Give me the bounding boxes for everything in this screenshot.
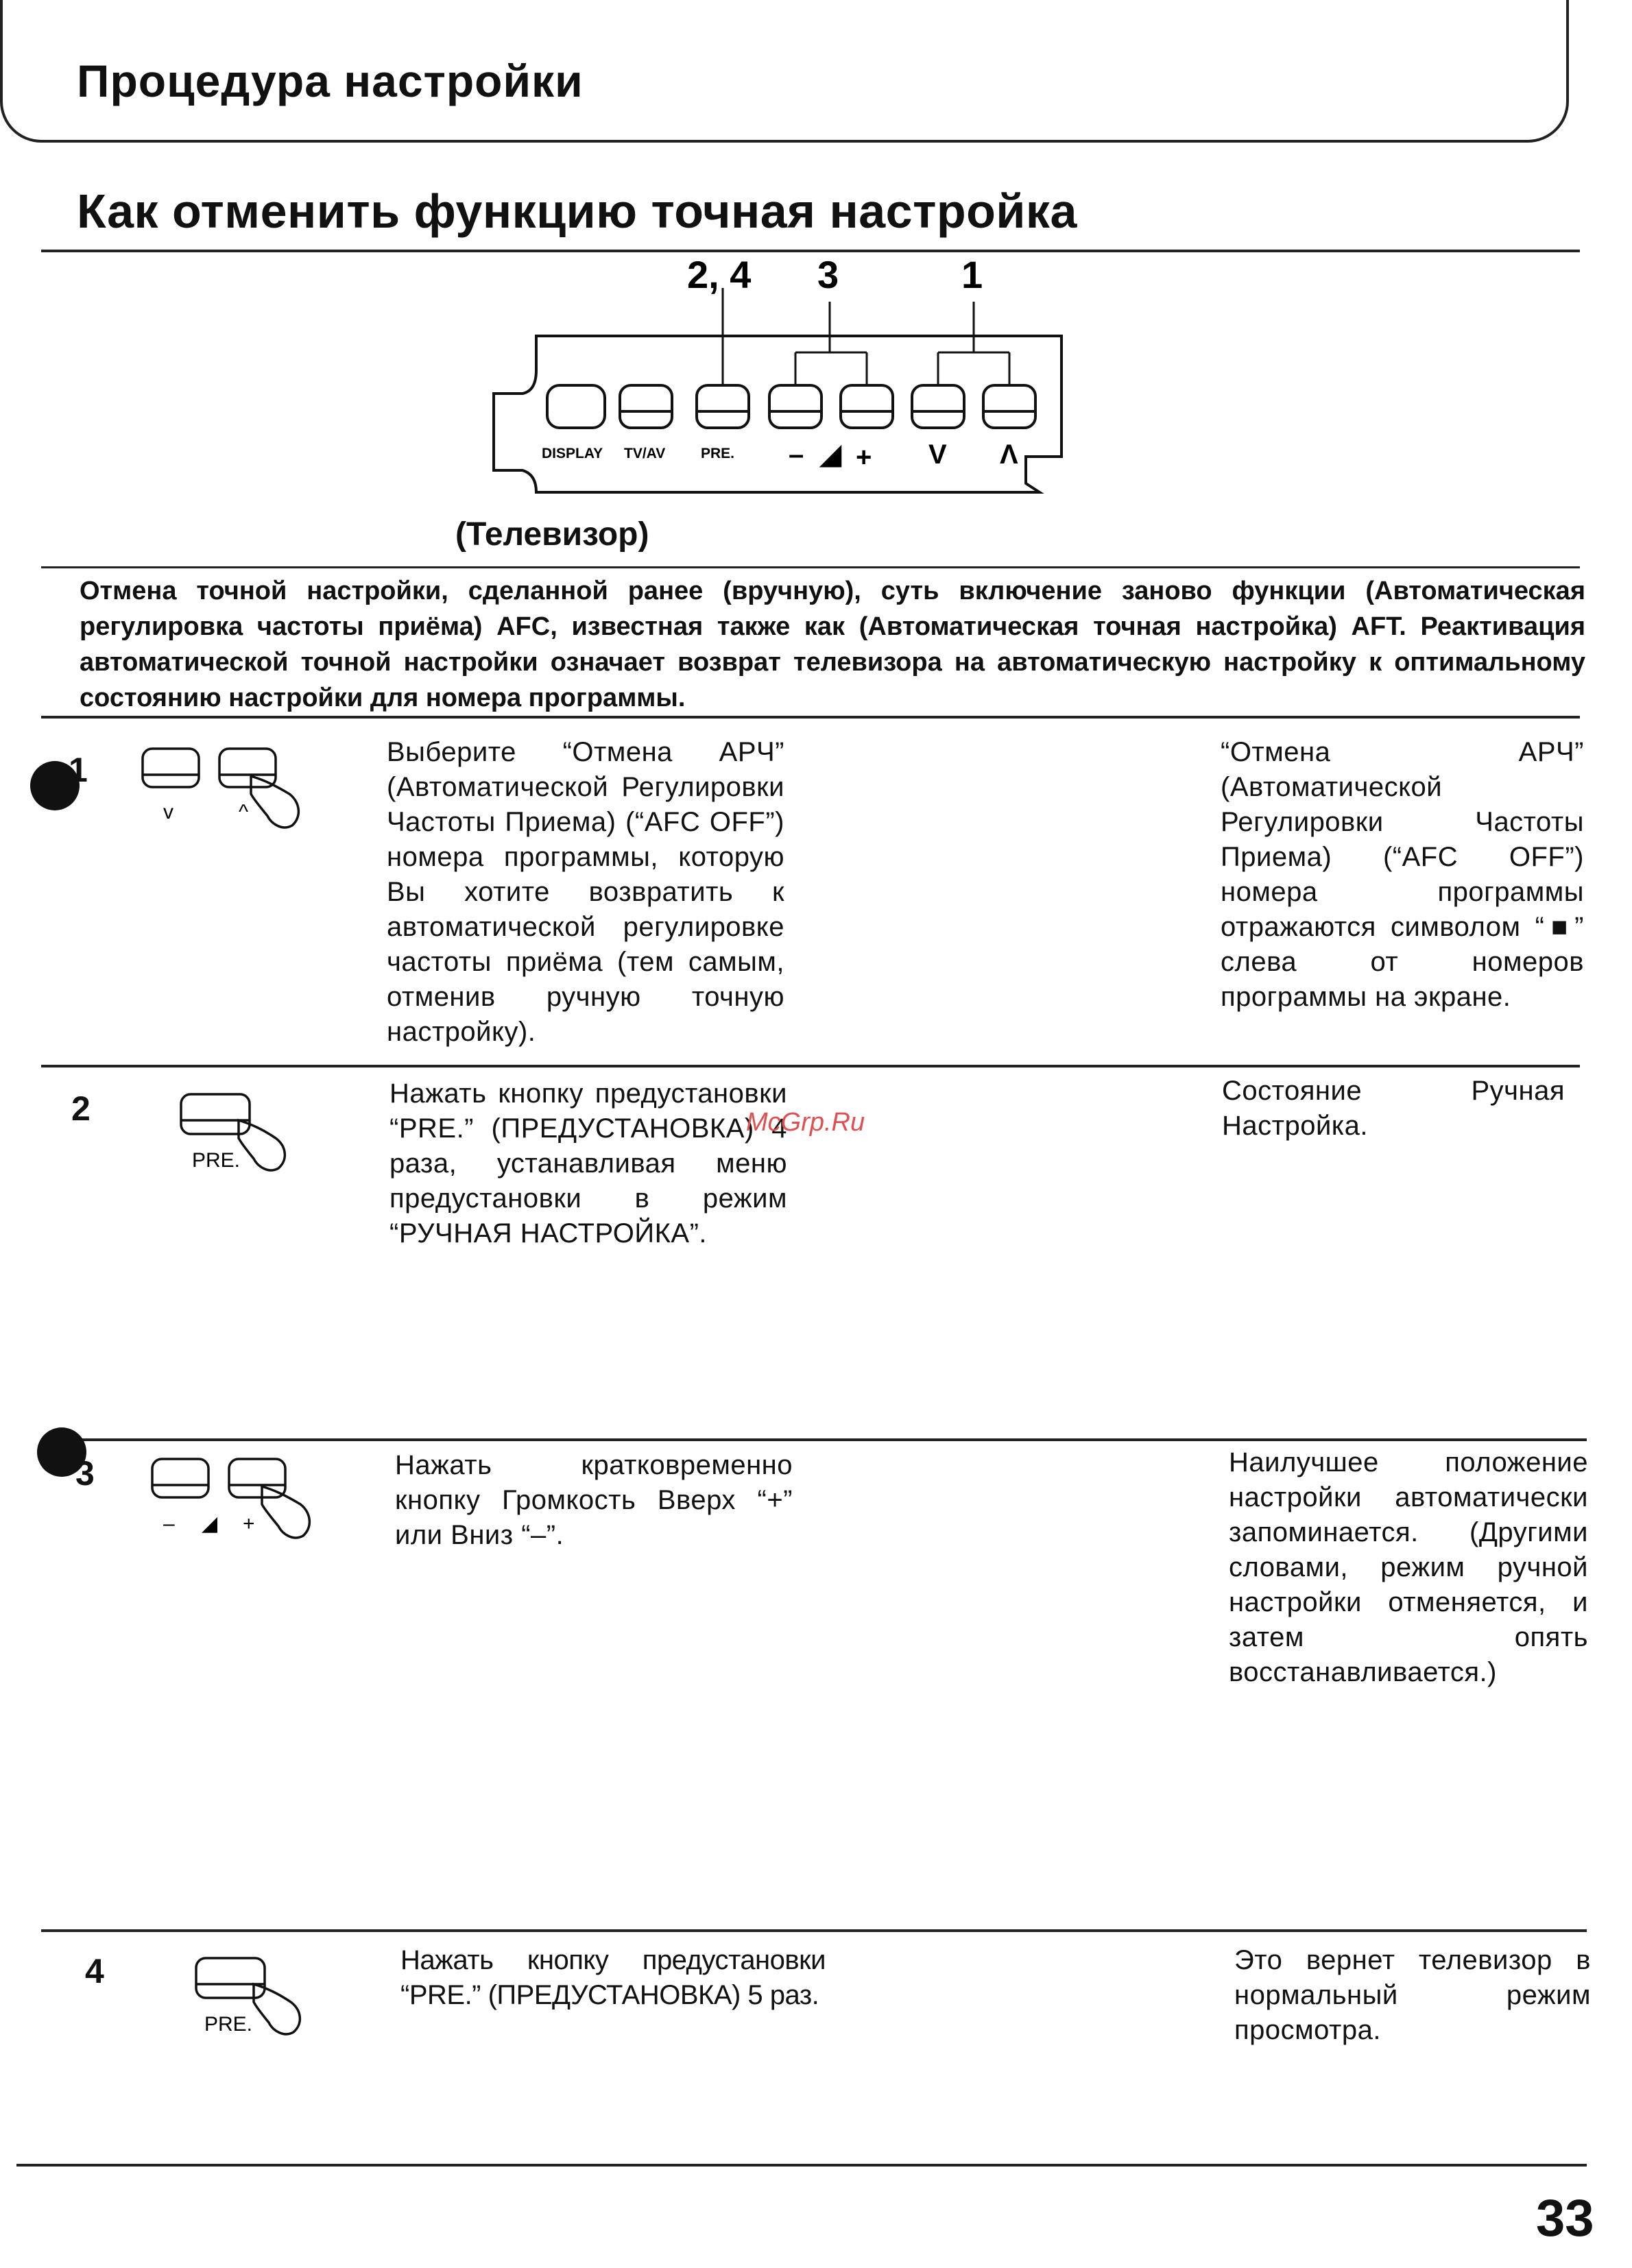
tv-caption: (Телевизор) xyxy=(455,516,649,553)
volume-plus-label: + xyxy=(856,442,872,472)
volume-buttons-icon xyxy=(141,1452,347,1555)
channel-up-label: Λ xyxy=(1000,439,1018,470)
pre-symbol: PRE. xyxy=(204,2013,253,2036)
display-button-label: DISPLAY xyxy=(542,446,603,461)
step-instruction: Нажать кнопку предустановки “PRE.” (ПРЕДУСТАНОВКА) 4 раза, устанавливая меню предустановки в режим “РУЧНАЯ НАСТРОЙКА”. xyxy=(389,1078,787,1248)
intro-top-rule xyxy=(41,566,1580,568)
tv-av-button-label: TV/AV xyxy=(624,446,666,461)
step-note: Наилучшее положение настройки автоматически запоминается. (Другими словами, режим ручной настройки отменяется, и затем опять восстанавливается.) xyxy=(1229,1447,1588,1687)
volume-down-symbol: – xyxy=(163,1512,175,1535)
step-divider xyxy=(41,1065,1580,1067)
pre-symbol: PRE. xyxy=(192,1149,241,1172)
step-instruction: Выберите “Отмена АРЧ” (Автоматической Регулировки Частоты Приема) (“AFC OFF”) номера программы, которую Вы хотите возвратить к автоматической регулировке частоты приёма (тем самым, отменив ручную точную настройку). xyxy=(387,737,784,1047)
callout-1: 1 xyxy=(961,253,983,296)
footer-rule xyxy=(16,2164,1587,2167)
channel-down-label: V xyxy=(928,439,947,470)
pre-button-label: PRE. xyxy=(701,446,735,461)
channel-buttons-icon xyxy=(130,742,336,845)
step-note: “Отмена АРЧ” (Автоматической Регулировки Частоты Приема) (“AFC OFF”) номера программы отражаются символом “■” слева от номеров программы на экране. xyxy=(1221,737,1584,1012)
callout-2-4: 2, 4 xyxy=(687,253,752,296)
page-number: 33 xyxy=(1536,2189,1594,2247)
step-instruction: Нажать кнопку предустановки “PRE.” (ПРЕДУСТАНОВКА) 5 раз. xyxy=(400,1945,826,2010)
section-title: Как отменить функцию точная настройка xyxy=(77,184,1077,238)
pre-button-icon xyxy=(191,1953,328,2055)
section-title-rule xyxy=(41,250,1580,252)
step-divider xyxy=(41,1438,1587,1441)
step-number: 4 xyxy=(85,1952,104,1990)
volume-up-symbol: + xyxy=(243,1512,255,1535)
step-note: Это вернет телевизор в нормальный режим просмотра. xyxy=(1234,1945,1591,2045)
step-divider xyxy=(41,1929,1587,1932)
chapter-title: Процедура настройки xyxy=(77,56,584,106)
intro-text: Отмена точной настройки, сделанной ранее (вручную), суть включение заново функции (Автоматическая регулировка частоты приёма) AFC, известная также как (Автоматическая точная настройка) AFT. Реактивация автоматической точной настройки означает возврат телевизора на автоматическую настройку к оптимальному состоянию настройки для номера программы. xyxy=(80,577,1585,712)
volume-symbol: ◢ xyxy=(202,1512,218,1535)
step-number: 2 xyxy=(71,1089,91,1128)
callout-3: 3 xyxy=(817,253,839,296)
step-number: 3 xyxy=(75,1454,95,1493)
intro-bottom-rule xyxy=(41,716,1580,719)
step-instruction: Нажать кратковременно кнопку Громкость Вверх “+” или Вниз “–”. xyxy=(395,1450,793,1550)
step-number: 1 xyxy=(69,751,88,789)
watermark: McGrp.Ru xyxy=(746,1108,865,1137)
volume-icon: ◢ xyxy=(820,439,841,470)
channel-down-symbol: v xyxy=(163,801,173,823)
pre-button-icon xyxy=(176,1089,313,1192)
tv-panel-outline xyxy=(494,336,1061,492)
step-note: Состояние Ручная Настройка. xyxy=(1222,1076,1565,1141)
volume-minus-label: – xyxy=(789,439,804,470)
channel-up-symbol: ^ xyxy=(239,801,249,823)
